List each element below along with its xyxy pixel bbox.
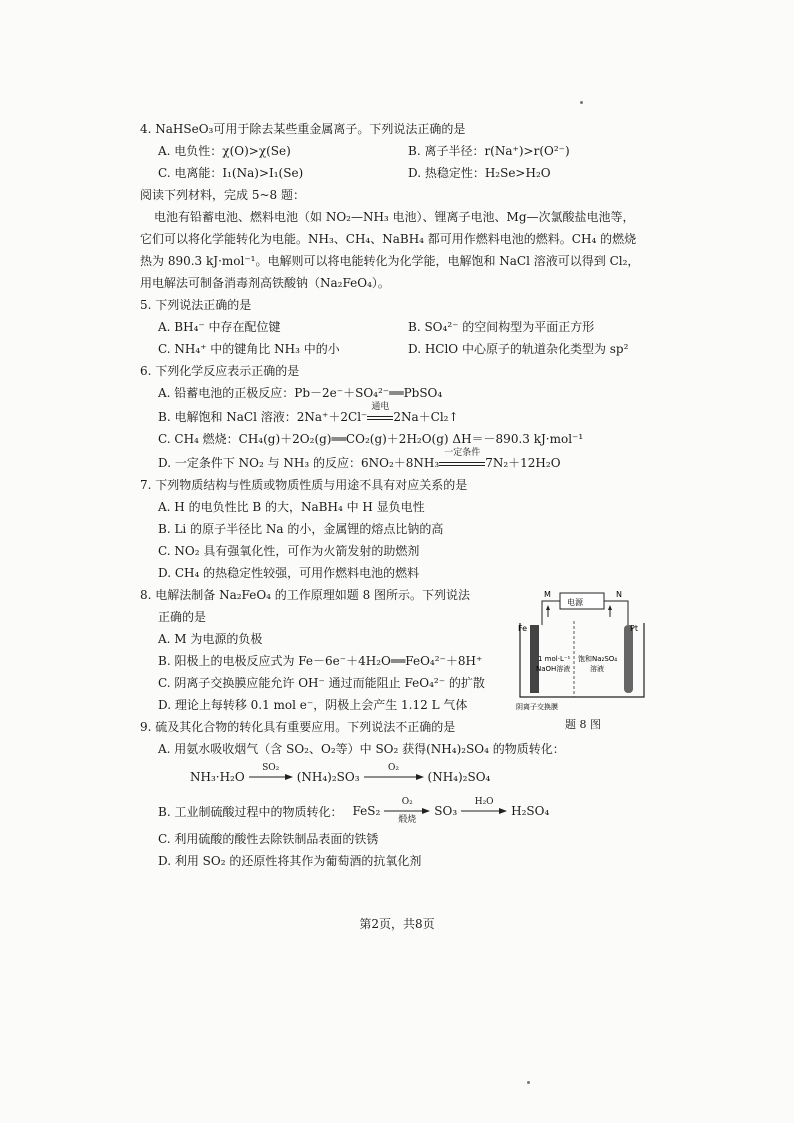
q8-option-a: A. M 为电源的负极 [158, 632, 263, 646]
chain-species: (NH₄)₂SO₄ [427, 770, 491, 784]
q6-option-b [140, 404, 660, 428]
arrow-condition-below: 煅烧 [398, 815, 417, 825]
condition-label: 通电 [371, 402, 390, 412]
reading-line-3: 热为 890.3 kJ·mol⁻¹。电解则可以将电能转化为化学能，电解饱和 NaCl 溶液可以得到 Cl₂， [140, 254, 640, 268]
right-arrow-icon [461, 807, 507, 815]
left-solution-label-1: 1 mol·L⁻¹ [538, 655, 571, 663]
reading-intro: 阅读下列材料，完成 5~8 题： [140, 188, 305, 202]
q4-stem: 4. NaHSeO₃可用于除去某些重金属离子。下列说法正确的是 [140, 122, 466, 136]
q6-stem: 6. 下列化学反应表示正确的是 [140, 364, 300, 378]
scan-speck [580, 101, 583, 104]
up-arrow-icon [546, 605, 550, 610]
q5-option-a: A. BH₄⁻ 中存在配位键 [158, 320, 281, 334]
q8-option-d: D. 理论上每转移 0.1 mol e⁻，阴极上会产生 1.12 L 气体 [158, 698, 468, 712]
q9-stem: 9. 硫及其化合物的转化具有重要应用。下列说法不正确的是 [140, 720, 456, 734]
q5-stem: 5. 下列说法正确的是 [140, 298, 252, 312]
left-solution-label-2: NaOH溶液 [536, 665, 571, 673]
reading-line-2: 它们可以将化学能转化为电能。NH₃、CH₄、NaBH₄ 都可用作燃料电池的燃料。CH₄ 的燃烧 [140, 232, 637, 246]
q4-option-c: C. 电离能：I₁(Na)>I₁(Se) [158, 166, 304, 180]
q5-option-b: B. SO₄²⁻ 的空间构型为平面正方形 [408, 320, 595, 334]
question-content [140, 118, 660, 872]
q7-option-a: A. H 的电负性比 B 的大，NaBH₄ 中 H 显负电性 [158, 500, 425, 514]
q4-options-row1 [140, 140, 660, 162]
q4-options-row2 [140, 162, 660, 184]
fe-label: Fe [518, 624, 528, 633]
chain-species: H₂SO₄ [511, 804, 550, 818]
q4-option-b: B. 离子半径：r(Na⁺)>r(O²⁻) [408, 144, 570, 158]
q6-option-b-right: 2Na＋Cl₂↑ [393, 410, 459, 424]
right-arrow-icon [364, 773, 424, 781]
arrow-condition: SO₂ [262, 763, 280, 773]
figure-caption: 题 8 图 [565, 718, 601, 731]
power-label: 电源 [567, 598, 583, 607]
q4-option-d: D. 热稳定性：H₂Se>H₂O [408, 166, 551, 180]
reading-line-1: 电池有铅蓄电池、燃料电池（如 NO₂—NH₃ 电池）、锂离子电池、Mg—次氯酸盐电池等， [154, 210, 635, 224]
q9-option-d: D. 利用 SO₂ 的还原性将其作为葡萄酒的抗氧化剂 [158, 854, 422, 868]
q8-stem-1: 8. 电解法制备 Na₂FeO₄ 的工作原理如题 8 图所示。下列说法 [140, 588, 471, 602]
q5-options-row1 [140, 316, 660, 338]
q5-options-row2 [140, 338, 660, 360]
wire-right [604, 601, 628, 625]
q9-option-b-text: B. 工业制硫酸过程中的物质转化： [158, 804, 343, 819]
electrolysis-cell-diagram [512, 585, 652, 730]
up-arrow-icon [608, 605, 612, 610]
q8-option-c: C. 阴离子交换膜应能允许 OH⁻ 通过而能阻止 FeO₄²⁻ 的扩散 [158, 676, 485, 690]
q7-option-c: C. NO₂ 具有强氧化性，可作为火箭发射的助燃剂 [158, 544, 420, 558]
reaction-arrow [461, 797, 507, 825]
reaction-arrow [364, 763, 424, 791]
q5-option-d: D. HClO 中心原子的轨道杂化类型为 sp² [408, 342, 629, 356]
q4-option-a: A. 电负性：χ(O)>χ(Se) [158, 144, 291, 158]
condition-arrow [367, 402, 393, 431]
membrane-label: 阴离子交换膜 [516, 703, 558, 711]
q6-option-d-left: D. 一定条件下 NO₂ 与 NH₃ 的反应：6NO₂＋8NH₃ [158, 456, 440, 470]
terminal-n-label: N [616, 590, 622, 599]
arrow-condition: O₂ [401, 797, 413, 807]
arrow-condition: H₂O [474, 797, 494, 807]
condition-arrow [439, 448, 485, 477]
q6-option-d-right: 7N₂＋12H₂O [485, 456, 561, 470]
chain-species: (NH₄)₂SO₃ [296, 770, 360, 784]
right-solution-label-2: 溶液 [590, 665, 604, 673]
q5-option-c: C. NH₄⁺ 中的键角比 NH₃ 中的小 [158, 342, 340, 356]
chain-species: SO₃ [434, 804, 458, 818]
right-arrow-icon [384, 807, 430, 815]
q6-option-c: C. CH₄ 燃烧：CH₄(g)＋2O₂(g)══CO₂(g)＋2H₂O(g) ΔH＝－890.3 kJ·mol⁻¹ [158, 432, 584, 446]
chain-species: NH₃·H₂O [190, 770, 245, 784]
q8-option-b: B. 阳极上的电极反应式为 Fe－6e⁻＋4H₂O══FeO₄²⁻＋8H⁺ [158, 654, 483, 668]
q8-stem-2: 正确的是 [158, 610, 207, 624]
arrow-condition: O₂ [388, 763, 400, 773]
q7-option-d: D. CH₄ 的热稳定性较强，可用作燃料电池的燃料 [158, 566, 420, 580]
q7-option-b: B. Li 的原子半径比 Na 的小，金属锂的熔点比钠的高 [158, 522, 444, 536]
scan-speck [527, 1081, 530, 1084]
right-arrow-icon [249, 773, 293, 781]
q6-option-d [140, 450, 660, 474]
reaction-arrow [384, 797, 430, 825]
q6-option-a: A. 铅蓄电池的正极反应：Pb－2e⁻＋SO₄²⁻══PbSO₄ [158, 386, 443, 400]
chain-species: FeS₂ [352, 804, 381, 818]
pt-label: Pt [630, 624, 638, 633]
q9-option-b [140, 794, 660, 828]
condition-label: 一定条件 [444, 448, 481, 458]
q7-stem: 7. 下列物质结构与性质或物质性质与用途不具有对应关系的是 [140, 478, 468, 492]
wire-left [542, 601, 560, 625]
pt-electrode [624, 625, 633, 693]
q6-option-b-left: B. 电解饱和 NaCl 溶液：2Na⁺＋2Cl⁻ [158, 410, 368, 424]
reaction-arrow [249, 763, 293, 791]
q9-option-a: A. 用氨水吸收烟气（含 SO₂、O₂等）中 SO₂ 获得(NH₄)₂SO₄ 的物质转化： [158, 742, 565, 756]
page-footer: 第2页，共8页 [359, 917, 435, 931]
right-solution-label-1: 饱和Na₂SO₄ [578, 655, 618, 663]
q9-option-c: C. 利用硫酸的酸性去除铁制品表面的铁锈 [158, 832, 379, 846]
q9-a-conversion-chain [140, 760, 660, 794]
reading-line-4: 用电解法可制备消毒剂高铁酸钠（Na₂FeO₄）。 [140, 276, 390, 290]
terminal-m-label: M [544, 590, 551, 599]
